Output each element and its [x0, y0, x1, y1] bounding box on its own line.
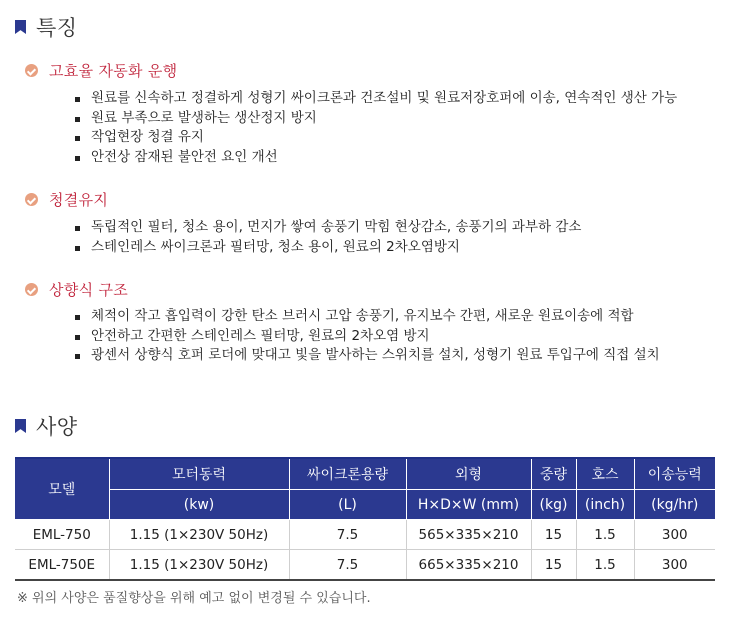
unit-weight: (kg): [531, 490, 576, 520]
list-item: 작업현장 청결 유지: [75, 128, 677, 148]
check-circle-icon: [25, 283, 38, 296]
specs-title: 사양: [36, 415, 78, 439]
feature-list: [75, 307, 660, 366]
list-item: 원료 부족으로 발생하는 생산정지 방지: [75, 109, 677, 129]
unit-motor: (kw): [109, 490, 289, 520]
cell-size: 565×335×210: [406, 520, 531, 550]
check-circle-icon: [25, 64, 38, 77]
cell-cyclone: 7.5: [289, 550, 406, 581]
cell-motor: 1.15 (1×230V 50Hz): [109, 550, 289, 581]
unit-cyclone: (L): [289, 490, 406, 520]
feature-list: [75, 89, 677, 167]
table-row: [15, 550, 715, 581]
list-item: 스테인레스 싸이크론과 필터망, 청소 용이, 원료의 2차오염방지: [75, 238, 581, 258]
list-item: 체적이 작고 흡입력이 강한 탄소 브러시 고압 송풍기, 유지보수 간편, 새로운 원료이송에 적합: [75, 307, 660, 327]
header-hose: 호스: [576, 458, 634, 490]
feature-list: [75, 218, 581, 257]
unit-size: H×D×W (mm): [406, 490, 531, 520]
feature-group-heading: [25, 189, 108, 210]
list-item: 독립적인 필터, 청소 용이, 먼지가 쌓여 송풍기 막힘 현상감소, 송풍기의 과부하 감소: [75, 218, 581, 238]
list-item: 원료를 신속하고 정결하게 성형기 싸이크론과 건조설비 및 원료저장호퍼에 이송, 연속적인 생산 가능: [75, 89, 677, 109]
header-model: 모델: [15, 458, 109, 520]
check-circle-icon: [25, 193, 38, 206]
header-weight: 중량: [531, 458, 576, 490]
specs-heading: [15, 411, 78, 441]
cell-size: 665×335×210: [406, 550, 531, 581]
bookmark-icon: [15, 20, 26, 34]
cell-model: EML-750: [15, 520, 109, 550]
header-size: 외형: [406, 458, 531, 490]
cell-weight: 15: [531, 550, 576, 581]
list-item: 안전상 잠재된 불안전 요인 개선: [75, 148, 677, 168]
unit-capacity: (kg/hr): [634, 490, 715, 520]
list-item: 광센서 상향식 호퍼 로더에 맞대고 빛을 발사하는 스위치를 설치, 성형기 원료 투입구에 직접 설치: [75, 346, 660, 366]
unit-hose: (inch): [576, 490, 634, 520]
bookmark-icon: [15, 419, 26, 433]
list-item: 안전하고 간편한 스테인레스 필터망, 원료의 2차오염 방지: [75, 327, 660, 347]
feature-group-heading: [25, 60, 177, 81]
header-capacity: 이송능력: [634, 458, 715, 490]
header-motor: 모터동력: [109, 458, 289, 490]
feature-group-title: 상향식 구조: [49, 281, 129, 299]
cell-capacity: 300: [634, 520, 715, 550]
cell-hose: 1.5: [576, 550, 634, 581]
cell-motor: 1.15 (1×230V 50Hz): [109, 520, 289, 550]
feature-group-title: 청결유지: [49, 191, 109, 209]
cell-capacity: 300: [634, 550, 715, 581]
features-title: 특징: [36, 16, 78, 40]
cell-cyclone: 7.5: [289, 520, 406, 550]
spec-note: ※ 위의 사양은 품질향상을 위해 예고 없이 변경될 수 있습니다.: [17, 591, 371, 606]
header-cyclone: 싸이크론용량: [289, 458, 406, 490]
cell-model: EML-750E: [15, 550, 109, 581]
feature-group-heading: [25, 279, 128, 300]
table-row: [15, 520, 715, 550]
feature-group-title: 고효율 자동화 운행: [49, 62, 178, 80]
cell-hose: 1.5: [576, 520, 634, 550]
spec-table: [15, 457, 715, 581]
features-heading: [15, 12, 78, 42]
cell-weight: 15: [531, 520, 576, 550]
